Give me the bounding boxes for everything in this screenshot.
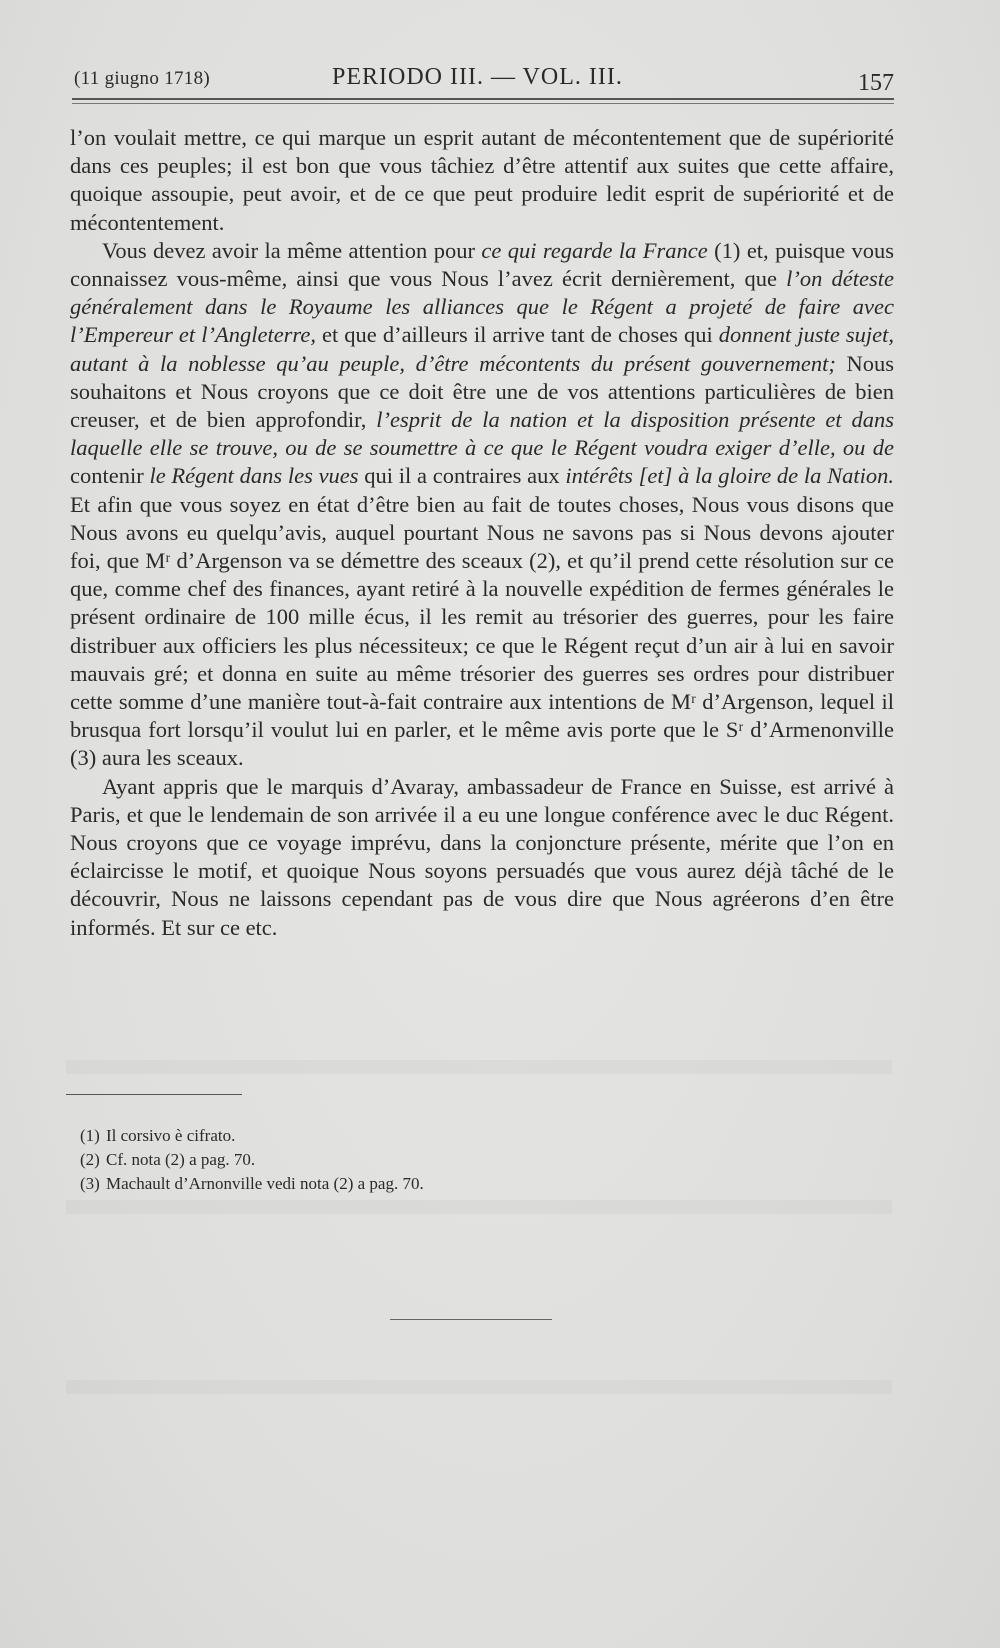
text-run: Vous devez avoir la même attention pour [102,237,482,263]
footnote-rule [66,1094,242,1095]
bleed-through-shadow [66,1060,892,1074]
bleed-through-shadow [66,1200,892,1214]
footnote-text: Il corsivo è cifrato. [106,1126,236,1145]
footnotes [80,1124,780,1196]
footnote [80,1124,780,1148]
header-rule [72,98,894,100]
footnote-number: (2) [80,1150,100,1169]
text-run: Et afin que vous soyez en état d’être bien au fait de toutes choses, Nous vous disons que Nous avons eu quelqu’avis, auquel pourtant Nous ne savons pas si Nous devons ajouter foi, que Mʳ d’Argenson va se démettre des sceaux (2), et qu’il prend cette résolution sur ce que, comme chef des finances, ayant retiré à la nouvelle expédition de fermes générales le présent ordinaire de 100 mille écus, il les remit au trésorier des guerres, pour les faire distribuer aux officiers les plus nécessiteux; ce que le Régent reçut d’un air à lui en savoir mauvais gré; et donna en suite au même trésorier des guerres ses ordres pour distribuer cette somme d’une manière tout-à-fait contraire aux intentions de Mʳ d’Argenson, lequel il brusqua fort lorsqu’il voulut lui en parler, et le même avis porte que le Sʳ d’Armenonville (3) aura les sceaux. [70,491,894,771]
bleed-through-shadow [66,1380,892,1394]
paragraph-1 [70,124,894,237]
footnote-text: Machault d’Arnonville vedi nota (2) a pag. 70. [106,1174,424,1193]
footnote-number: (1) [80,1126,100,1145]
text-run: l’on voulait mettre, ce qui marque un esprit autant de mécontentement que de supériorité dans ces peuples; il est bon que vous tâchiez d’être attentif aux suites que cette affaire, quoique assoupie, peut avoir, et de ce que peut produire ledit esprit de supériorité et de mécontentement. [70,125,894,235]
paragraph-2 [70,237,894,773]
ciphered-text: ce qui regarde la France [481,237,708,263]
header-title: PERIODO III. — VOL. III. [332,64,623,90]
header-rule-thin [72,103,894,104]
ciphered-text: l’on déteste généralement dans le Royaume les alliances que le Régent a projeté de faire avec l’Empereur et l’Angleterre, [70,266,894,348]
footnote [80,1172,780,1196]
ciphered-text: l’esprit de la nation et la disposition présente et dans laquelle elle se trouve, ou de se soumettre à ce que le Régent voudra exiger d’elle, ou de [70,407,894,461]
header-date: (11 giugno 1718) [74,68,211,89]
text-run: Nous souhaitons et Nous croyons que ce doit être une de vos attentions particulières de bien creuser, et de bien approfondir, [70,350,894,433]
ciphered-text: le Régent dans les vues [149,463,359,489]
footnote-number: (3) [80,1174,100,1193]
footnote [80,1148,780,1172]
paragraph-3 [70,773,894,942]
text-run: qui il a contraires aux [358,463,566,489]
body-text [70,124,894,942]
text-run: (1) et, puisque vous connaissez vous-même, ainsi que vous Nous l’avez écrit dernièrement, que [70,237,895,292]
text-run: contenir [70,463,150,489]
section-end-rule [390,1319,552,1320]
running-header [70,62,894,98]
ciphered-text: donnent juste sujet, autant à la noblesse qu’au peuple, d’être mécontents du présent gouvernement; [70,322,894,376]
ciphered-text: intérêts [et] à la gloire de la Nation. [565,463,895,489]
page-number: 157 [858,70,894,96]
text-run: et que d’ailleurs il arrive tant de choses qui [315,322,719,348]
footnote-text: Cf. nota (2) a pag. 70. [106,1150,256,1169]
text-run: Ayant appris que le marquis d’Avaray, ambassadeur de France en Suisse, est arrivé à Paris, et que le lendemain de son arrivée il a eu une longue conférence avec le duc Régent. Nous croyons que ce voyage imprévu, dans la conjoncture présente, mérite que l’on en éclaircisse le motif, et quoique Nous soyons persuadés que vous aurez déjà tâché de le découvrir, Nous ne laissons cependant pas de vous dire que Nous agréerons d’en être informés. Et sur ce etc. [70,773,894,940]
